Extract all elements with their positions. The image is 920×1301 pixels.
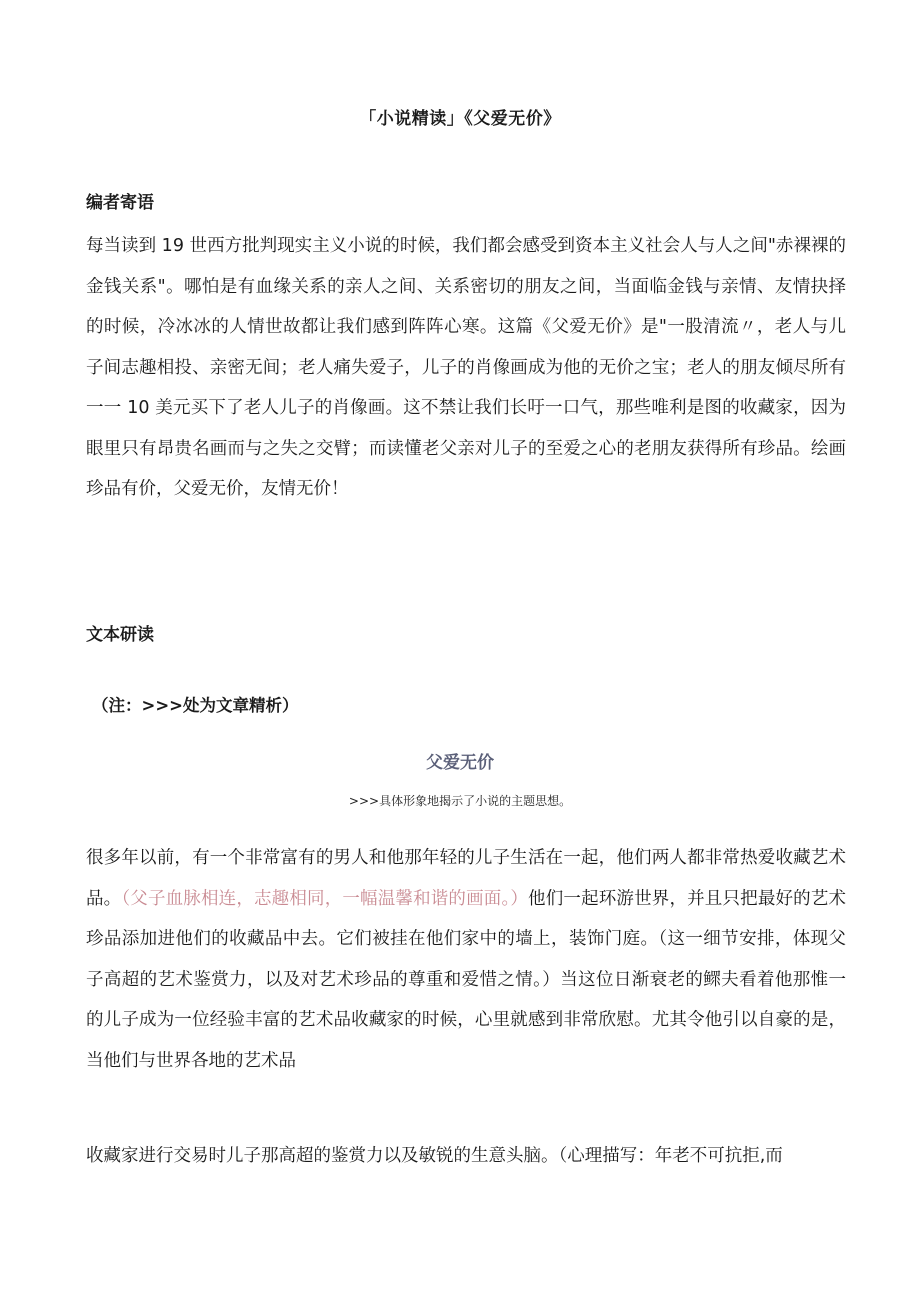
analysis-note: （注：>>>处为文章精析）: [92, 696, 299, 715]
story-annotation: （父子血脉相连，志趣相同，一幅温馨和谐的画面。）: [121, 888, 529, 909]
story-subtitle: >>>具体形象地揭示了小说的主题思想。: [348, 794, 572, 808]
document-title: 「小说精读」《父爱无价》: [359, 109, 561, 129]
editor-note-heading: 编者寄语: [86, 193, 154, 213]
text-study-heading: 文本研读: [86, 625, 154, 645]
story-text: 他们一起环游世界，并且只把最好的艺术珍品添加进他们的收藏品中去。它们被挂在他们家中的墙上，装饰门庭。（这一细节安排，体现父子高超的艺术鉴赏力，以及对艺术珍品的尊重和爱惜之情。）当这位日渐衰老的鳏夫看着他那惟一的儿子成为一位经验丰富的艺术品收藏家的时候，心里就感到非常欣慰。尤其令他引以自豪的是，当他们与世界各地的艺术品: [86, 888, 847, 1071]
story-paragraph-1: [86, 838, 846, 1081]
story-text: 很多年以前，有一个非常富有的男人和他那年轻的儿子生活在一起，他们两人都非常热爱收藏艺术品。: [86, 848, 846, 909]
editor-note-body: 每当读到 19 世西方批判现实主义小说的时候，我们都会感受到资本主义社会人与人之间"赤裸裸的金钱关系"。哪怕是有血缘关系的亲人之间、关系密切的朋友之间，当面临金钱与亲情、友情抉择的时候，冷冰冰的人情世故都让我们感到阵阵心寒。这篇《父爱无价》是"一股清流〃，老人与儿子间志趣相投、亲密无间；老人痛失爱子，儿子的肖像画成为他的无价之宝；老人的朋友倾尽所有一一 10 美元买下了老人儿子的肖像画。这不禁让我们长吁一口气，那些唯利是图的收藏家，因为眼里只有昂贵名画而与之失之交臂；而读懂老父亲对儿子的至爱之心的老朋友获得所有珍品。绘画珍品有价，父爱无价，友情无价！: [86, 236, 846, 499]
story-title: 父爱无价: [426, 753, 494, 773]
story-paragraph-2: 收藏家进行交易时儿子那高超的鉴赏力以及敏锐的生意头脑。（心理描写：年老不可抗拒,而: [86, 1146, 783, 1166]
